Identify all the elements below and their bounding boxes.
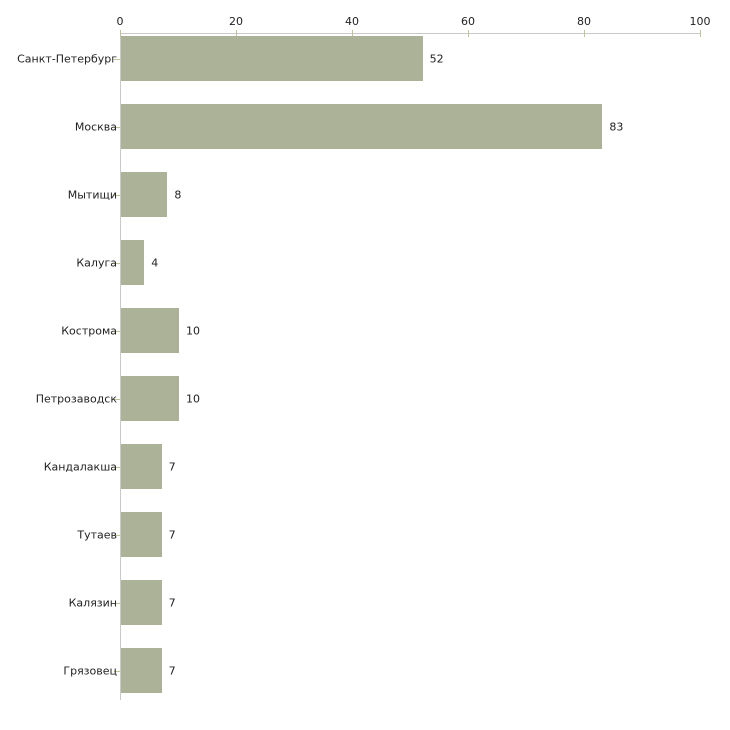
x-axis-tick (700, 30, 701, 37)
category-label: Грязовец (63, 664, 117, 677)
bar (121, 376, 179, 421)
x-axis-tick-label: 100 (689, 15, 711, 28)
category-label: Кандалакша (43, 460, 117, 473)
value-label: 10 (186, 324, 200, 337)
bar (121, 444, 162, 489)
category-label: Мытищи (67, 188, 117, 201)
category-label: Кострома (61, 324, 117, 337)
category-label: Тутаев (77, 528, 117, 541)
bar (121, 648, 162, 693)
category-label: Москва (74, 120, 117, 133)
bar (121, 308, 179, 353)
x-axis-line (120, 33, 701, 34)
x-axis-tick-label: 0 (116, 15, 124, 28)
value-label: 7 (168, 528, 176, 541)
bar (121, 36, 423, 81)
value-label: 4 (151, 256, 159, 269)
bar (121, 512, 162, 557)
value-label: 83 (609, 120, 624, 133)
x-axis-tick-label: 40 (345, 15, 359, 28)
value-label: 7 (168, 664, 176, 677)
category-label: Калуга (76, 256, 117, 269)
x-axis-tick-label: 20 (229, 15, 243, 28)
x-axis-tick-label: 60 (461, 15, 475, 28)
value-label: 8 (174, 188, 182, 201)
x-axis-tick (468, 30, 469, 37)
category-label: Петрозаводск (35, 392, 117, 405)
value-label: 10 (186, 392, 200, 405)
category-label: Калязин (68, 596, 117, 609)
bar (121, 240, 144, 285)
value-label: 52 (429, 52, 444, 65)
value-label: 7 (168, 596, 176, 609)
x-axis-tick (584, 30, 585, 37)
bar (121, 172, 167, 217)
x-axis-tick-label: 80 (577, 15, 591, 28)
category-label: Санкт-Петербург (17, 52, 117, 65)
bar (121, 580, 162, 625)
bar (121, 104, 602, 149)
value-label: 7 (168, 460, 176, 473)
